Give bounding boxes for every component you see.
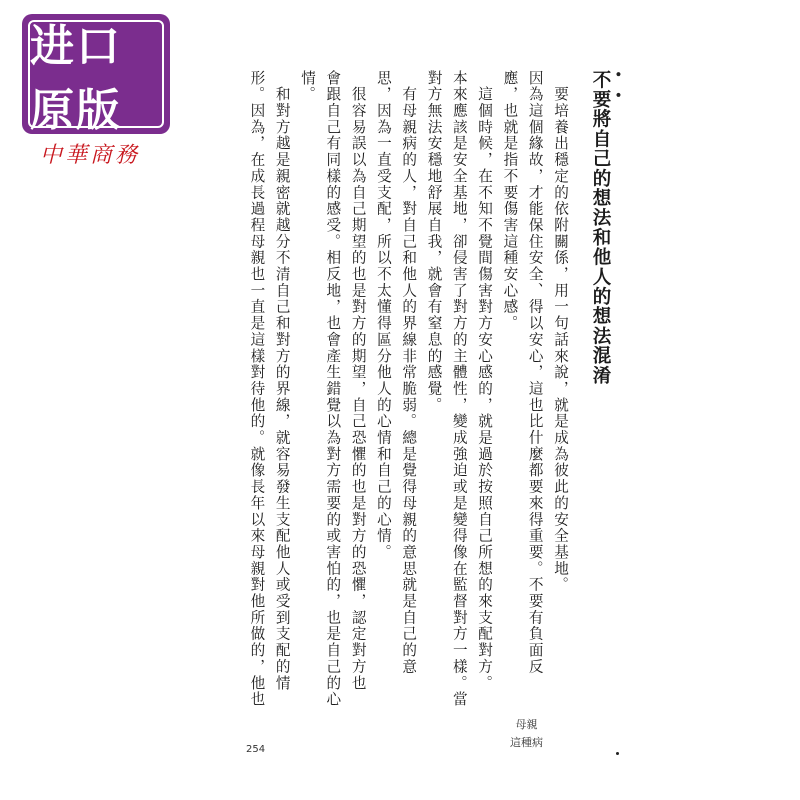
text-column: 會跟自己有同樣的感受。相反地，也會產生錯覺以為對方需要的或害怕的，也是自己的心 [324, 70, 342, 708]
text-column: 因為這個緣故，才能保住安全、得以安心，這也比什麼都要來得重要。不要有負面反 [526, 70, 544, 675]
publisher-logo-text: 中華商務 [40, 143, 141, 168]
running-head-line-2: 這種病 [510, 736, 543, 749]
text-column: 和對方越是親密就越分不清自己和對方的界線，就容易發生支配他人或受到支配的情 [273, 70, 291, 692]
page-number: 254 [246, 744, 266, 755]
text-column: 很容易誤以為自己期望的也是對方的期望，自己恐懼的也是對方的恐懼，認定對方也 [349, 70, 367, 692]
text-column: 應，也就是指不要傷害這種安心感。 [501, 70, 519, 332]
text-column: 本來應該是安全基地，卻侵害了對方的主體性，變成強迫或是變得像在監督對方一樣。當 [450, 70, 468, 708]
text-column: 有母親病的人，對自己和他人的界線非常脆弱。總是覺得母親的意思就是自己的意 [400, 70, 418, 675]
text-column: 對方無法安穩地舒展自我，就會有窒息的感覺。 [425, 70, 443, 414]
text-column: 要培養出穩定的依附關係，用一句話來說，就是成為彼此的安全基地。 [552, 70, 569, 594]
badge-frame [28, 20, 164, 136]
text-column: 情。 [299, 70, 317, 103]
original-edition-badge [22, 14, 170, 134]
chapter-ornament: • • [609, 70, 625, 103]
text-column: 這個時候，在不知不覺間傷害對方安心感的，就是過於按照自己所想的來支配對方。 [476, 70, 494, 692]
running-head [510, 716, 543, 752]
badge-label: 进口原版 [30, 21, 122, 136]
corner-dot [616, 752, 619, 755]
running-head-line-1: 母親 [515, 718, 538, 731]
book-page-body [225, 70, 615, 708]
section-title: 不要將自己的想法和他人的想法混淆 [590, 70, 611, 386]
text-column: 思，因為一直受支配，所以不太懂得區分他人的心情和自己的心情。 [374, 70, 392, 561]
text-column: 形。因為，在成長過程母親也一直是這樣對待他的。就像長年以來母親對他所做的，他也 [248, 70, 266, 708]
